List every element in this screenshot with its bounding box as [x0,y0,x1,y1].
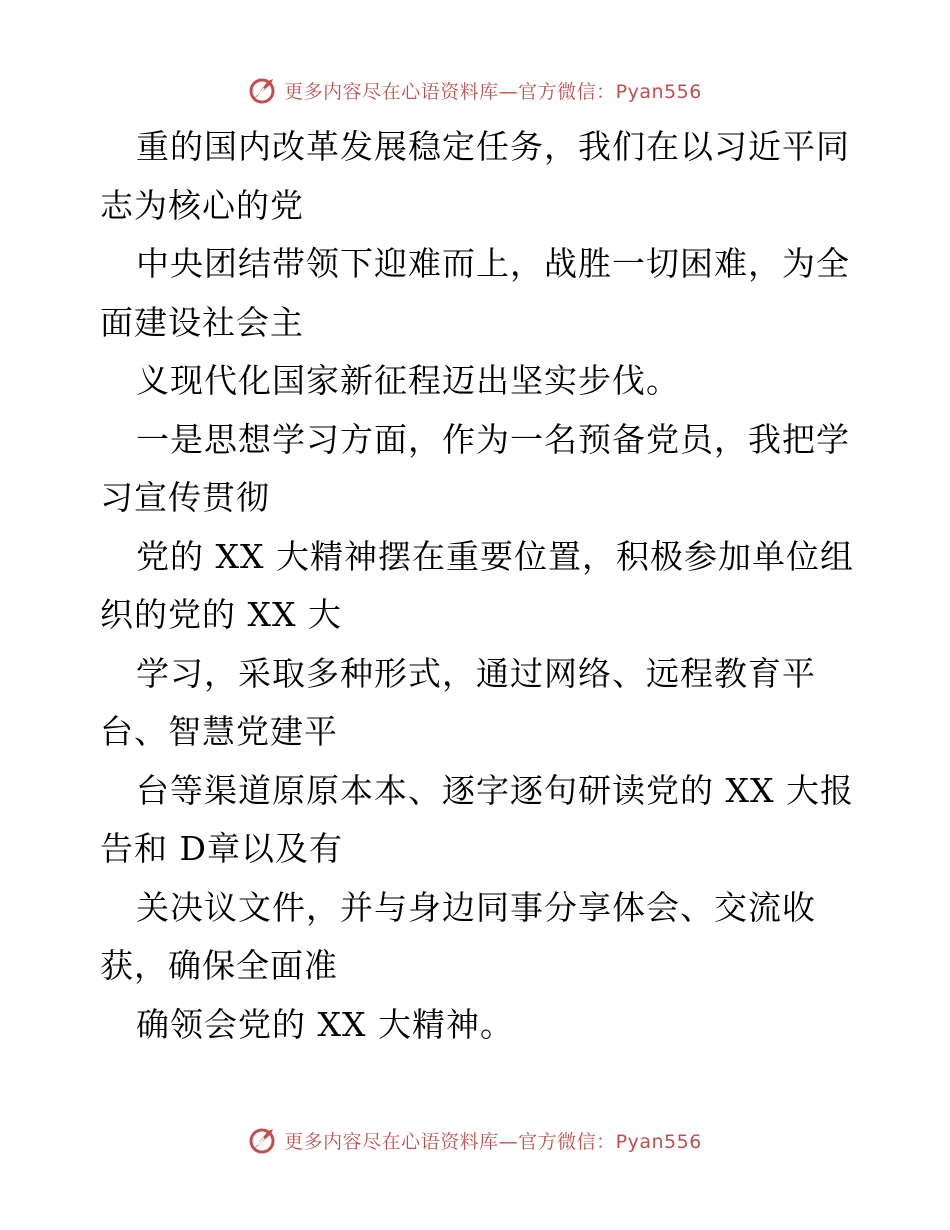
body-line: 台等渠道原原本本、逐字逐句研读党的 XX 大报 [136,770,854,810]
body-line: 重的国内改革发展稳定任务，我们在以习近平同 [136,127,850,166]
body-line: 台、智慧党建平 [100,712,338,751]
body-line: 确领会党的 XX 大精神。 [136,1004,514,1044]
body-line: 关决议文件，并与身边同事分享体会、交流收 [136,887,816,927]
document-body [100,118,860,1054]
body-line: 习宣传贯彻 [100,478,270,517]
body-line: 一是思想学习方面，作为一名预备党员，我把学 [136,419,850,459]
body-line: 面建设社会主 [100,302,304,342]
body-line: 党的 XX 大精神摆在重要位置，积极参加单位组 [136,536,854,576]
body-line: 织的党的 XX 大 [100,595,342,634]
footer-banner [0,1120,950,1160]
footer-banner-text: 更多内容尽在心语资料库—官方微信：Pyan556 [284,1130,702,1153]
body-line: 告和 D章以及有 [100,829,343,868]
quill-pen-circle-icon [248,75,278,105]
body-line: 学习，采取多种形式，通过网络、远程教育平 [136,653,816,693]
body-line: 获，确保全面准 [100,946,338,985]
header-banner [0,70,950,110]
quill-pen-circle-icon [248,1125,278,1155]
body-line: 志为核心的党 [100,185,304,225]
body-line: 义现代化国家新征程迈出坚实步伐。 [136,361,680,400]
header-banner-text: 更多内容尽在心语资料库—官方微信：Pyan556 [284,80,702,103]
body-line: 中央团结带领下迎难而上，战胜一切困难，为全 [136,244,850,283]
